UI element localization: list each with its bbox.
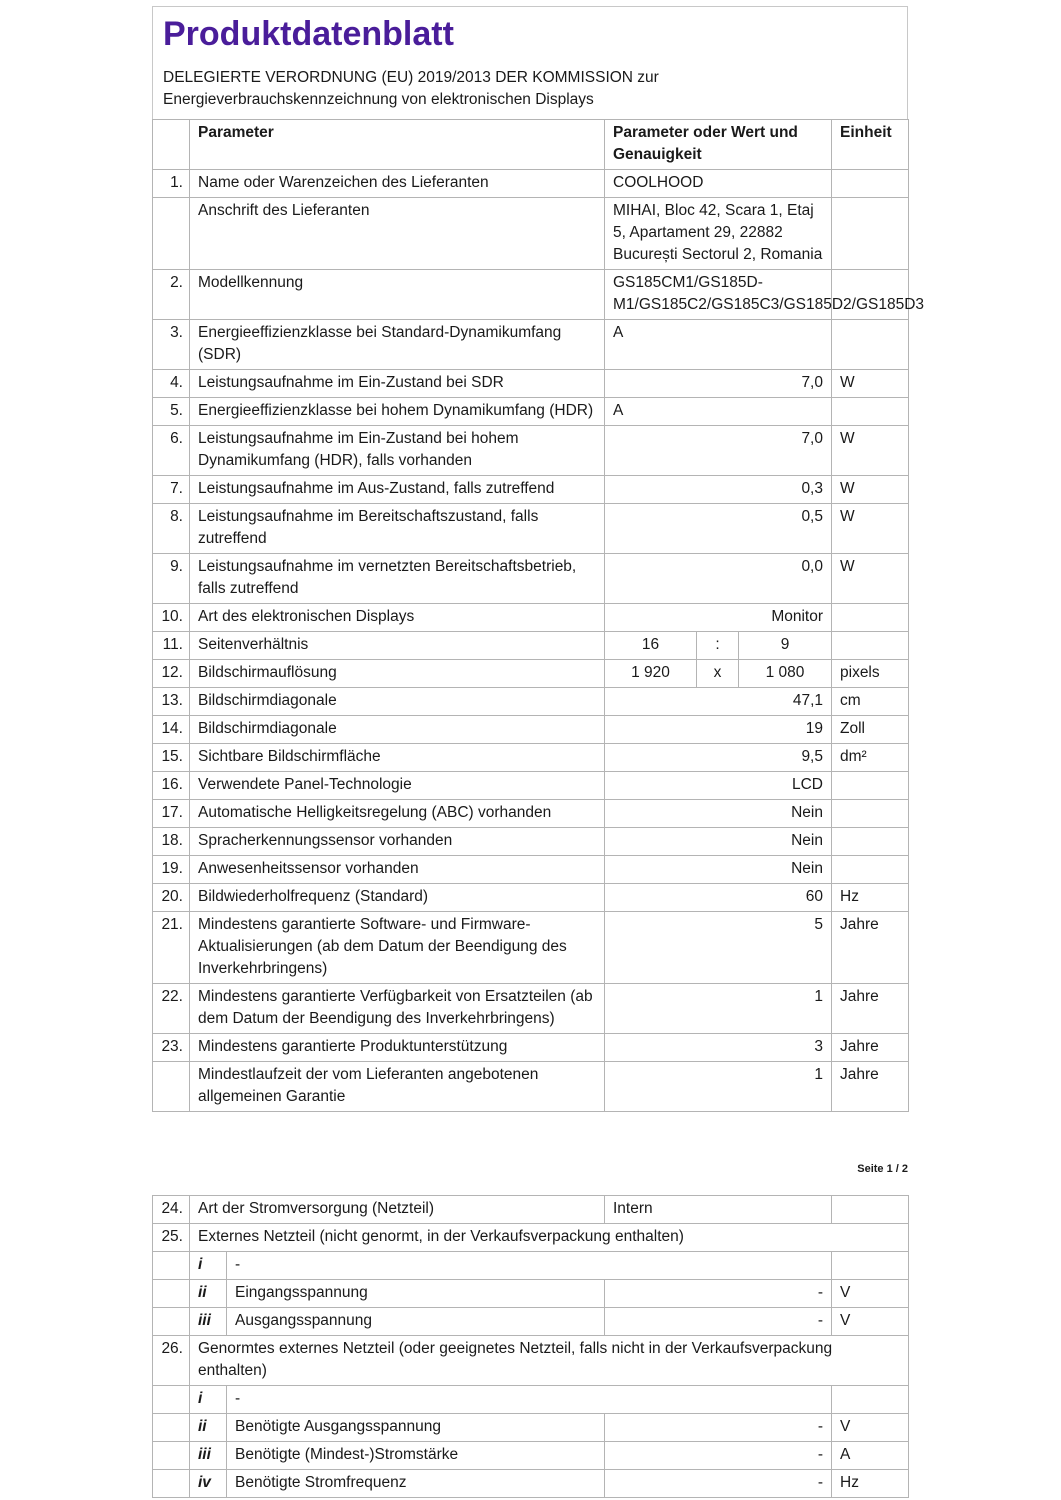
table-row bbox=[153, 476, 909, 504]
row-unit bbox=[832, 170, 909, 198]
row-label: Bildwiederholfrequenz (Standard) bbox=[190, 884, 605, 912]
row-label: Anwesenheitssensor vorhanden bbox=[190, 856, 605, 884]
parameter-table bbox=[152, 119, 925, 1112]
table-row bbox=[153, 856, 909, 884]
sub-row bbox=[153, 1252, 909, 1280]
power-supply-table bbox=[152, 1195, 909, 1498]
row-label: Leistungsaufnahme im Aus-Zustand, falls zutreffend bbox=[190, 476, 605, 504]
row-unit: cm bbox=[832, 688, 909, 716]
row-number: 5. bbox=[153, 398, 190, 426]
row-unit: Hz bbox=[832, 884, 909, 912]
sub-label: Benötigte Stromfrequenz bbox=[227, 1470, 605, 1498]
sub-unit: V bbox=[832, 1280, 909, 1308]
row-unit: Jahre bbox=[832, 984, 909, 1034]
table-row bbox=[153, 1336, 909, 1386]
row-label: Mindestens garantierte Produktunterstützung bbox=[190, 1034, 605, 1062]
table-row bbox=[153, 1062, 909, 1112]
sub-row bbox=[153, 1414, 909, 1442]
sub-index: iii bbox=[190, 1442, 227, 1470]
sub-value: - bbox=[605, 1414, 832, 1442]
row-number: 12. bbox=[153, 660, 190, 688]
datasheet-header bbox=[152, 6, 908, 119]
row-value: LCD bbox=[605, 772, 832, 800]
table-row bbox=[153, 688, 909, 716]
row-number bbox=[153, 198, 190, 270]
sub-label: Benötigte (Mindest-)Stromstärke bbox=[227, 1442, 605, 1470]
row-number: 18. bbox=[153, 828, 190, 856]
header-unit: Einheit bbox=[832, 120, 909, 170]
row-number: 17. bbox=[153, 800, 190, 828]
row-value-sep: x bbox=[697, 660, 739, 688]
row-number: 19. bbox=[153, 856, 190, 884]
row-value-b: 1 080 bbox=[739, 660, 832, 688]
row-unit bbox=[832, 1196, 909, 1224]
sub-index: ii bbox=[190, 1414, 227, 1442]
row-unit bbox=[832, 828, 909, 856]
row-number bbox=[153, 1386, 190, 1414]
sub-unit: V bbox=[832, 1414, 909, 1442]
row-unit bbox=[832, 772, 909, 800]
row-value: Nein bbox=[605, 828, 832, 856]
datasheet-page-2 bbox=[152, 1195, 909, 1498]
sub-index: ii bbox=[190, 1280, 227, 1308]
row-label: Mindestlaufzeit der vom Lieferanten angebotenen allgemeinen Garantie bbox=[190, 1062, 605, 1112]
row-value: 0,5 bbox=[605, 504, 832, 554]
table-row bbox=[153, 660, 909, 688]
row-label: Mindestens garantierte Software- und Firmware-Aktualisierungen (ab dem Datum der Beendigung des Inverkehrbringens) bbox=[190, 912, 605, 984]
row-unit: pixels bbox=[832, 660, 909, 688]
row-value: COOLHOOD bbox=[605, 170, 832, 198]
row-value: 9,5 bbox=[605, 744, 832, 772]
page-number: Seite 1 / 2 bbox=[857, 1163, 908, 1175]
sub-unit bbox=[832, 1386, 909, 1414]
row-value: 1 bbox=[605, 1062, 832, 1112]
row-unit bbox=[832, 632, 909, 660]
row-number: 3. bbox=[153, 320, 190, 370]
table-row bbox=[153, 604, 909, 632]
regulation-line-1: DELEGIERTE VERORDNUNG (EU) 2019/2013 DER KOMMISSION zur bbox=[163, 69, 659, 86]
row-value: 0,3 bbox=[605, 476, 832, 504]
row-label: Spracherkennungssensor vorhanden bbox=[190, 828, 605, 856]
sub-value: - bbox=[605, 1308, 832, 1336]
row-number: 1. bbox=[153, 170, 190, 198]
datasheet-page-1 bbox=[152, 6, 925, 1112]
row-unit: Jahre bbox=[832, 912, 909, 984]
page-title: Produktdatenblatt bbox=[163, 15, 454, 53]
table-row bbox=[153, 554, 909, 604]
sub-index: iii bbox=[190, 1308, 227, 1336]
row-label: Seitenverhältnis bbox=[190, 632, 605, 660]
table-row bbox=[153, 504, 909, 554]
row-label: Bildschirmdiagonale bbox=[190, 688, 605, 716]
row-value: 0,0 bbox=[605, 554, 832, 604]
table-row bbox=[153, 716, 909, 744]
row-number: 23. bbox=[153, 1034, 190, 1062]
sub-index: i bbox=[190, 1252, 227, 1280]
row-value: A bbox=[605, 320, 832, 370]
row-number bbox=[153, 1470, 190, 1498]
row-label: Energieeffizienzklasse bei Standard-Dynamikumfang (SDR) bbox=[190, 320, 605, 370]
row-label: Leistungsaufnahme im vernetzten Bereitschaftsbetrieb, falls zutreffend bbox=[190, 554, 605, 604]
row-value: Nein bbox=[605, 856, 832, 884]
row-number: 9. bbox=[153, 554, 190, 604]
row-label: Verwendete Panel-Technologie bbox=[190, 772, 605, 800]
row-number: 20. bbox=[153, 884, 190, 912]
row-unit: Zoll bbox=[832, 716, 909, 744]
table-row bbox=[153, 270, 909, 320]
row-label: Art des elektronischen Displays bbox=[190, 604, 605, 632]
row-number: 14. bbox=[153, 716, 190, 744]
sub-value: - bbox=[605, 1442, 832, 1470]
row-number: 2. bbox=[153, 270, 190, 320]
row-number bbox=[153, 1062, 190, 1112]
header-num bbox=[153, 120, 190, 170]
row-label: Genormtes externes Netzteil (oder geeignetes Netzteil, falls nicht in der Verkaufsverpackung enthalten) bbox=[190, 1336, 909, 1386]
row-unit: W bbox=[832, 504, 909, 554]
row-number: 8. bbox=[153, 504, 190, 554]
sub-label: Eingangsspannung bbox=[227, 1280, 605, 1308]
row-number: 13. bbox=[153, 688, 190, 716]
table-row bbox=[153, 772, 909, 800]
row-label: Leistungsaufnahme im Bereitschaftszustand, falls zutreffend bbox=[190, 504, 605, 554]
row-value: 47,1 bbox=[605, 688, 832, 716]
row-number: 21. bbox=[153, 912, 190, 984]
row-value: 19 bbox=[605, 716, 832, 744]
sub-index: iv bbox=[190, 1470, 227, 1498]
row-value-b: 9 bbox=[739, 632, 832, 660]
row-label: Automatische Helligkeitsregelung (ABC) vorhanden bbox=[190, 800, 605, 828]
row-label: Sichtbare Bildschirmfläche bbox=[190, 744, 605, 772]
row-value: 60 bbox=[605, 884, 832, 912]
table-row bbox=[153, 984, 909, 1034]
row-unit: W bbox=[832, 370, 909, 398]
sub-label: Benötigte Ausgangsspannung bbox=[227, 1414, 605, 1442]
table-row bbox=[153, 1196, 909, 1224]
row-label: Bildschirmdiagonale bbox=[190, 716, 605, 744]
row-unit: Jahre bbox=[832, 1062, 909, 1112]
row-number: 15. bbox=[153, 744, 190, 772]
table-row bbox=[153, 426, 909, 476]
sub-row bbox=[153, 1308, 909, 1336]
row-unit bbox=[832, 604, 909, 632]
table-row bbox=[153, 632, 909, 660]
row-unit: W bbox=[832, 476, 909, 504]
row-number: 6. bbox=[153, 426, 190, 476]
table-row bbox=[153, 800, 909, 828]
table-header-row bbox=[153, 120, 909, 170]
table-row bbox=[153, 744, 909, 772]
header-parameter: Parameter bbox=[190, 120, 605, 170]
row-label: Name oder Warenzeichen des Lieferanten bbox=[190, 170, 605, 198]
sub-unit: A bbox=[832, 1442, 909, 1470]
table-row bbox=[153, 1034, 909, 1062]
sub-value: - bbox=[605, 1280, 832, 1308]
row-unit: dm² bbox=[832, 744, 909, 772]
row-value: 3 bbox=[605, 1034, 832, 1062]
table-row bbox=[153, 398, 909, 426]
table-row bbox=[153, 884, 909, 912]
sub-value: - bbox=[605, 1470, 832, 1498]
sub-label: - bbox=[227, 1386, 832, 1414]
row-label: Art der Stromversorgung (Netzteil) bbox=[190, 1196, 605, 1224]
table-body bbox=[153, 170, 925, 1112]
sub-row bbox=[153, 1280, 909, 1308]
sub-label: Ausgangsspannung bbox=[227, 1308, 605, 1336]
row-number: 16. bbox=[153, 772, 190, 800]
row-number: 10. bbox=[153, 604, 190, 632]
table-row bbox=[153, 828, 909, 856]
row-number bbox=[153, 1308, 190, 1336]
row-value-a: 16 bbox=[605, 632, 697, 660]
row-number: 25. bbox=[153, 1224, 190, 1252]
row-value: Nein bbox=[605, 800, 832, 828]
sub-unit bbox=[832, 1252, 909, 1280]
sub-row bbox=[153, 1470, 909, 1498]
row-label: Mindestens garantierte Verfügbarkeit von Ersatzteilen (ab dem Datum der Beendigung des Inverkehrbringens) bbox=[190, 984, 605, 1034]
row-number: 24. bbox=[153, 1196, 190, 1224]
table-row bbox=[153, 170, 909, 198]
row-label: Modellkennung bbox=[190, 270, 605, 320]
row-value: A bbox=[605, 398, 832, 426]
row-value: 5 bbox=[605, 912, 832, 984]
row-value: Intern bbox=[605, 1196, 832, 1224]
sub-unit: V bbox=[832, 1308, 909, 1336]
row-value: 7,0 bbox=[605, 426, 832, 476]
table-row bbox=[153, 198, 909, 270]
sub-row bbox=[153, 1442, 909, 1470]
row-unit bbox=[832, 398, 909, 426]
table-row bbox=[153, 320, 909, 370]
row-value: MIHAI, Bloc 42, Scara 1, Etaj 5, Apartament 29, 22882 București Sectorul 2, Romania bbox=[605, 198, 832, 270]
row-value-a: 1 920 bbox=[605, 660, 697, 688]
row-unit: W bbox=[832, 426, 909, 476]
row-unit: W bbox=[832, 554, 909, 604]
row-number bbox=[153, 1442, 190, 1470]
row-unit bbox=[832, 800, 909, 828]
row-number bbox=[153, 1414, 190, 1442]
row-number: 11. bbox=[153, 632, 190, 660]
row-number bbox=[153, 1280, 190, 1308]
row-number bbox=[153, 1252, 190, 1280]
row-unit bbox=[832, 198, 909, 270]
row-number: 7. bbox=[153, 476, 190, 504]
table-row bbox=[153, 912, 909, 984]
row-number: 4. bbox=[153, 370, 190, 398]
row-value: Monitor bbox=[605, 604, 832, 632]
row-label: Anschrift des Lieferanten bbox=[190, 198, 605, 270]
row-label: Leistungsaufnahme im Ein-Zustand bei hohem Dynamikumfang (HDR), falls vorhanden bbox=[190, 426, 605, 476]
sub-unit: Hz bbox=[832, 1470, 909, 1498]
sub-index: i bbox=[190, 1386, 227, 1414]
row-number: 22. bbox=[153, 984, 190, 1034]
row-number: 26. bbox=[153, 1336, 190, 1386]
row-label: Bildschirmauflösung bbox=[190, 660, 605, 688]
row-unit bbox=[832, 856, 909, 884]
row-value: GS185CM1/GS185D-M1/GS185C2/GS185C3/GS185D2/GS185D3 bbox=[605, 270, 832, 320]
row-unit bbox=[832, 320, 909, 370]
row-value: 1 bbox=[605, 984, 832, 1034]
row-value-sep: : bbox=[697, 632, 739, 660]
header-value: Parameter oder Wert und Genauigkeit bbox=[605, 120, 832, 170]
regulation-line-2: Energieverbrauchskennzeichnung von elektronischen Displays bbox=[163, 91, 594, 108]
sub-label: - bbox=[227, 1252, 832, 1280]
table-row bbox=[153, 1224, 909, 1252]
sub-row bbox=[153, 1386, 909, 1414]
row-label: Externes Netzteil (nicht genormt, in der Verkaufsverpackung enthalten) bbox=[190, 1224, 909, 1252]
row-unit: Jahre bbox=[832, 1034, 909, 1062]
row-label: Leistungsaufnahme im Ein-Zustand bei SDR bbox=[190, 370, 605, 398]
row-label: Energieeffizienzklasse bei hohem Dynamikumfang (HDR) bbox=[190, 398, 605, 426]
table-row bbox=[153, 370, 909, 398]
row-value: 7,0 bbox=[605, 370, 832, 398]
